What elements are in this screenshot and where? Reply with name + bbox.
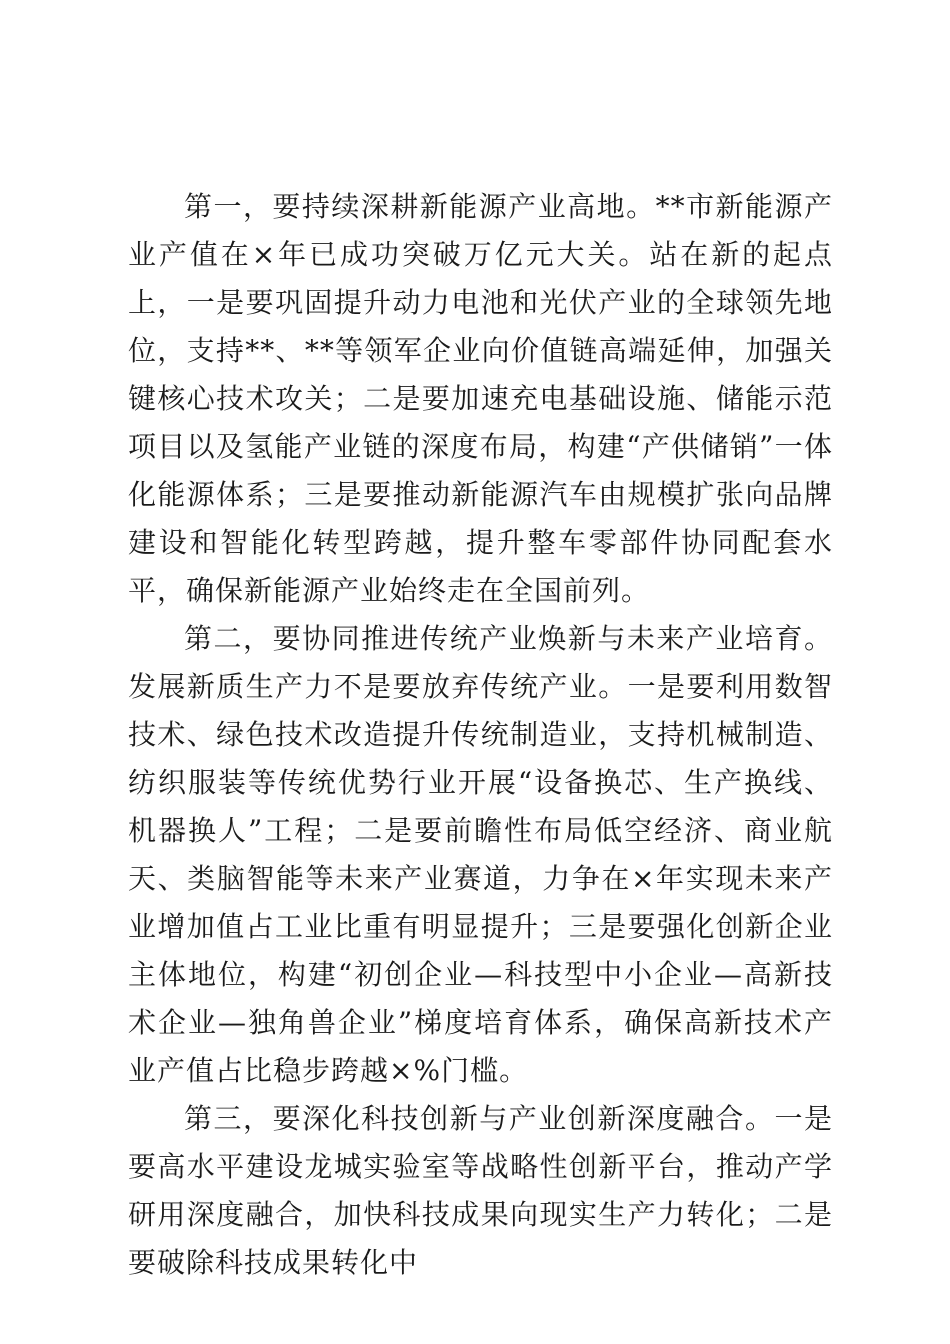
paragraph-2: 第二，要协同推进传统产业焕新与未来产业培育。发展新质生产力不是要放弃传统产业。一是要利用数智技术、绿色技术改造提升传统制造业，支持机械制造、纺织服装等传统优势行业开展“设备换芯、生产换线、机器换人”工程；二是要前瞻性布局低空经济、商业航天、类脑智能等未来产业赛道，力争在×年实现未来产业增加值占工业比重有明显提升；三是要强化创新企业主体地位，构建“初创企业—科技型中小企业—高新技术企业—独角兽企业”梯度培育体系，确保高新技术产业产值占比稳步跨越×%门槛。: [128, 622, 833, 1087]
document-body: [128, 183, 833, 1287]
paragraph-3: 第三，要深化科技创新与产业创新深度融合。一是要高水平建设龙城实验室等战略性创新平台，推动产学研用深度融合，加快科技成果向现实生产力转化；二是要破除科技成果转化中: [128, 1102, 833, 1279]
paragraph-1: 第一，要持续深耕新能源产业高地。**市新能源产业产值在×年已成功突破万亿元大关。站在新的起点上，一是要巩固提升动力电池和光伏产业的全球领先地位，支持**、**等领军企业向价值链高端延伸，加强关键核心技术攻关；二是要加速充电基础设施、储能示范项目以及氢能产业链的深度布局，构建“产供储销”一体化能源体系；三是要推动新能源汽车由规模扩张向品牌建设和智能化转型跨越，提升整车零部件协同配套水平，确保新能源产业始终走在全国前列。: [128, 190, 833, 607]
